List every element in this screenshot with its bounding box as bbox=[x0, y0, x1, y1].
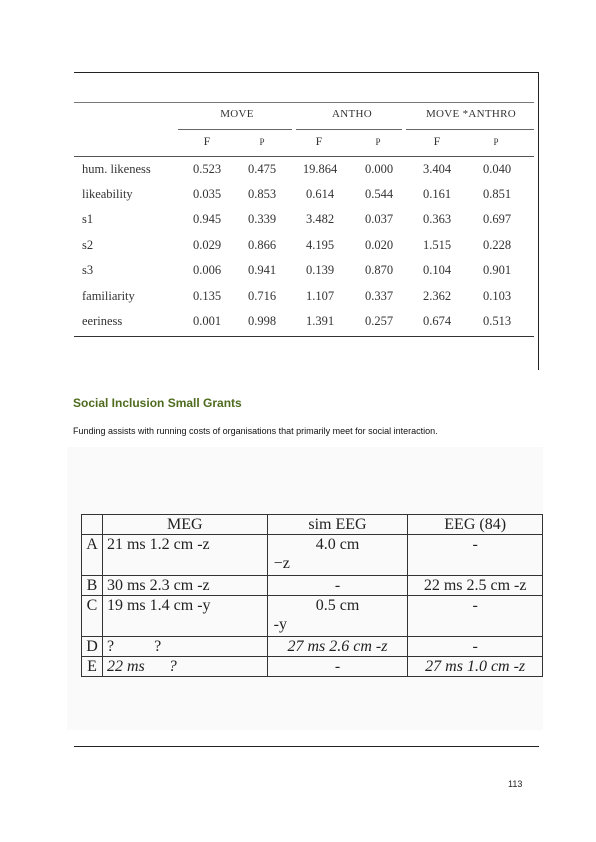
cell: 0.001 bbox=[192, 314, 222, 328]
table-row bbox=[82, 576, 543, 596]
section-heading: Social Inclusion Small Grants bbox=[73, 396, 242, 410]
subheader-f: F bbox=[433, 134, 441, 148]
sim-eeg-value: 0.5 cm bbox=[315, 597, 360, 614]
meg-cell: 19 ms 1.4 cm -y bbox=[102, 596, 267, 637]
header-cell bbox=[82, 515, 103, 535]
eeg-cell: - bbox=[408, 535, 543, 576]
meg-cell: 21 ms 1.2 cm -z bbox=[102, 535, 267, 576]
anova-table-figure bbox=[74, 72, 539, 370]
sim-eeg-cell bbox=[267, 535, 408, 576]
cell: 0.614 bbox=[305, 187, 335, 201]
row-label: s3 bbox=[82, 263, 94, 277]
subheader-f: F bbox=[315, 134, 323, 148]
table-header-row bbox=[82, 515, 543, 535]
sim-eeg-cell: - bbox=[267, 576, 408, 596]
row-id: B bbox=[82, 576, 103, 596]
cell: 0.139 bbox=[305, 263, 335, 277]
row-id: A bbox=[82, 535, 103, 576]
table-row bbox=[74, 187, 534, 207]
table-row bbox=[74, 238, 534, 258]
cell: 0.135 bbox=[192, 289, 222, 303]
cell: 0.029 bbox=[192, 238, 222, 252]
row-label: s2 bbox=[82, 238, 94, 252]
header-cell: sim EEG bbox=[267, 515, 408, 535]
table-top-rule bbox=[74, 102, 534, 103]
cell: 3.404 bbox=[422, 162, 452, 176]
cell: 0.945 bbox=[192, 212, 222, 226]
cell: 0.104 bbox=[422, 263, 452, 277]
table-row bbox=[82, 535, 543, 576]
group-header-antho: ANTHO bbox=[332, 108, 372, 120]
meg-cell: ? ? bbox=[102, 637, 267, 657]
eeg-cell: - bbox=[408, 637, 543, 657]
row-label: hum. likeness bbox=[82, 162, 151, 176]
cell: 0.035 bbox=[192, 187, 222, 201]
cell: 0.697 bbox=[482, 212, 512, 226]
cell: 0.674 bbox=[422, 314, 452, 328]
table-row bbox=[82, 657, 543, 677]
figure-right-border bbox=[538, 72, 539, 370]
cell: 0.716 bbox=[247, 289, 277, 303]
sim-eeg-cell: 27 ms 2.6 cm -z bbox=[267, 637, 408, 657]
cell: 1.515 bbox=[422, 238, 452, 252]
footer-rule bbox=[74, 746, 539, 747]
cell: 0.161 bbox=[422, 187, 452, 201]
cell: 4.195 bbox=[305, 238, 335, 252]
cell: 0.363 bbox=[422, 212, 452, 226]
group-rule-antho bbox=[296, 129, 402, 130]
header-cell: EEG (84) bbox=[408, 515, 543, 535]
sim-eeg-axis: −z bbox=[273, 555, 290, 572]
row-label: likeability bbox=[82, 187, 133, 201]
cell: 0.523 bbox=[192, 162, 222, 176]
cell: 0.998 bbox=[247, 314, 277, 328]
table-row bbox=[82, 596, 543, 637]
table-row bbox=[82, 637, 543, 657]
cell: 0.851 bbox=[482, 187, 512, 201]
sim-eeg-axis: -y bbox=[273, 616, 287, 633]
table-bottom-rule bbox=[74, 336, 534, 337]
eeg-cell: - bbox=[408, 596, 543, 637]
cell: 2.362 bbox=[422, 289, 452, 303]
sim-eeg-cell: - bbox=[267, 657, 408, 677]
cell: 0.000 bbox=[364, 162, 394, 176]
meg-table-figure bbox=[67, 447, 543, 730]
cell: 0.037 bbox=[364, 212, 394, 226]
cell: 3.482 bbox=[305, 212, 335, 226]
section-paragraph: Funding assists with running costs of organisations that primarily meet for social interaction. bbox=[73, 426, 438, 436]
table-row bbox=[74, 212, 534, 232]
cell: 0.040 bbox=[482, 162, 512, 176]
row-id: C bbox=[82, 596, 103, 637]
cell: 0.544 bbox=[364, 187, 394, 201]
cell: 0.020 bbox=[364, 238, 394, 252]
group-header-move: MOVE bbox=[220, 108, 254, 120]
eeg-cell: 22 ms 2.5 cm -z bbox=[408, 576, 543, 596]
cell: 0.337 bbox=[364, 289, 394, 303]
eeg-cell: 27 ms 1.0 cm -z bbox=[408, 657, 543, 677]
row-label: familiarity bbox=[82, 289, 135, 303]
cell: 0.339 bbox=[247, 212, 277, 226]
cell: 0.228 bbox=[482, 238, 512, 252]
cell: 1.391 bbox=[305, 314, 335, 328]
row-label: eeriness bbox=[82, 314, 123, 328]
cell: 19.864 bbox=[302, 162, 338, 176]
meg-table bbox=[81, 514, 543, 677]
cell: 0.257 bbox=[364, 314, 394, 328]
header-cell: MEG bbox=[102, 515, 267, 535]
table-row bbox=[74, 263, 534, 283]
cell: 0.475 bbox=[247, 162, 277, 176]
cell: 0.006 bbox=[192, 263, 222, 277]
cell: 0.853 bbox=[247, 187, 277, 201]
cell: 0.866 bbox=[247, 238, 277, 252]
figure-top-border bbox=[74, 72, 539, 73]
cell: 1.107 bbox=[305, 289, 335, 303]
subheader-f: F bbox=[203, 134, 211, 148]
row-id: D bbox=[82, 637, 103, 657]
cell: 0.103 bbox=[482, 289, 512, 303]
group-rule-move bbox=[178, 129, 292, 130]
meg-cell: 30 ms 2.3 cm -z bbox=[102, 576, 267, 596]
page-number: 113 bbox=[508, 779, 523, 789]
meg-cell: 22 ms ? bbox=[102, 657, 267, 677]
subheader-p: P bbox=[259, 137, 265, 147]
sim-eeg-cell bbox=[267, 596, 408, 637]
row-label: s1 bbox=[82, 212, 94, 226]
cell: 0.513 bbox=[482, 314, 512, 328]
cell: 0.941 bbox=[247, 263, 277, 277]
group-header-interaction: MOVE *ANTHRO bbox=[425, 108, 517, 120]
subheader-p: P bbox=[375, 137, 381, 147]
header-rule bbox=[74, 156, 534, 157]
cell: 0.901 bbox=[482, 263, 512, 277]
table-row bbox=[74, 289, 534, 309]
table-row bbox=[74, 314, 534, 334]
row-id: E bbox=[82, 657, 103, 677]
sim-eeg-value: 4.0 cm bbox=[315, 536, 360, 553]
cell: 0.870 bbox=[364, 263, 394, 277]
subheader-p: P bbox=[493, 137, 499, 147]
group-rule-interaction bbox=[406, 129, 534, 130]
table-row bbox=[74, 162, 534, 182]
